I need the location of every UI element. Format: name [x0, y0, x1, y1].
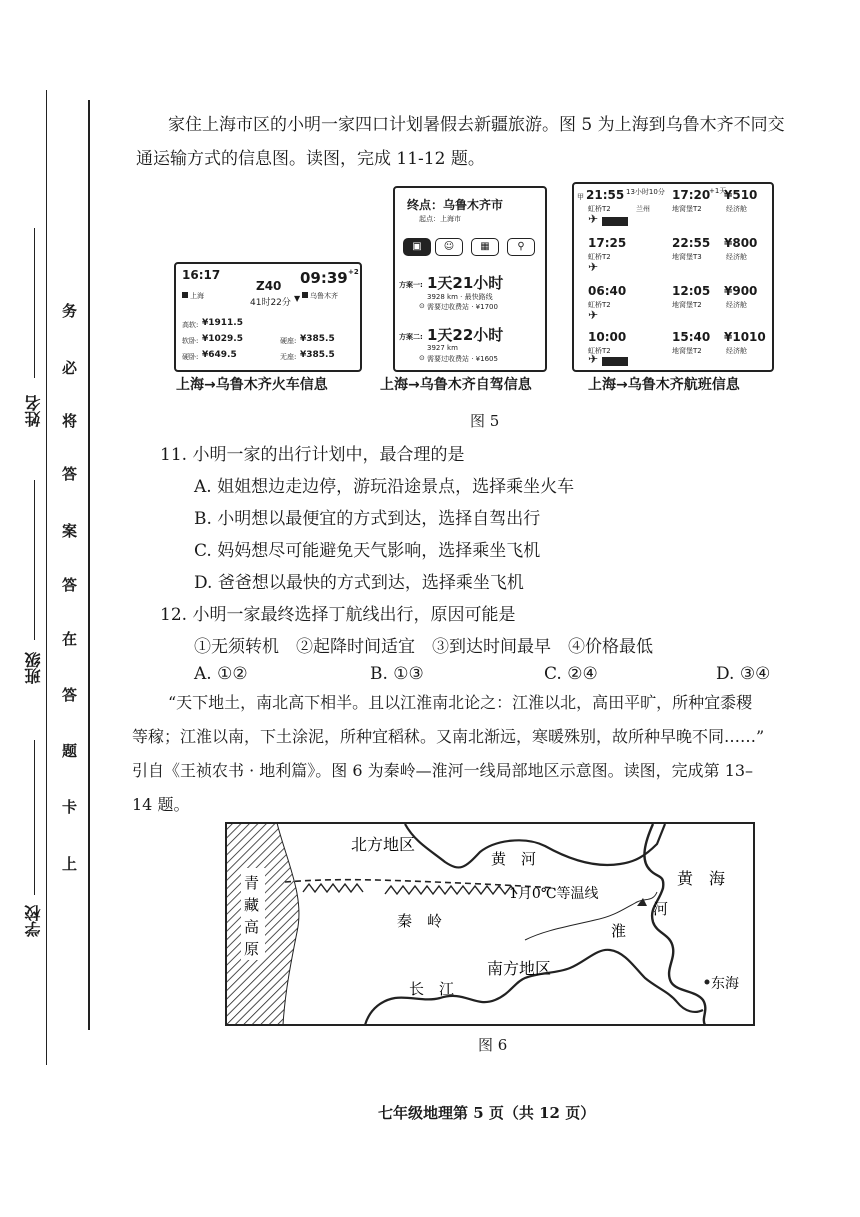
- notice-char: 在: [62, 630, 78, 648]
- intro-q11-12: [136, 108, 848, 176]
- train-from: 上海: [190, 292, 204, 300]
- train-arrive-day: +2: [348, 268, 359, 276]
- q12-option-a[interactable]: A. ①②: [194, 664, 248, 684]
- train-number: Z40: [256, 279, 282, 293]
- airplane-icon: ✈: [588, 260, 599, 274]
- figure-6-caption: 图 6: [478, 1036, 508, 1054]
- airplane-icon: ✈: [588, 308, 599, 322]
- school-field-line[interactable]: [34, 740, 35, 895]
- bike-icon[interactable]: ⚲: [507, 238, 535, 256]
- seat-label: 高软:: [182, 321, 199, 329]
- page-footer: 七年级地理第 5 页（共 12 页）: [378, 1104, 596, 1122]
- airline-logo: [602, 217, 628, 226]
- flight-dep-term: 虹桥T2: [588, 253, 611, 261]
- flight-cabin: 经济舱: [726, 253, 747, 261]
- plan-time: 1天22小时: [427, 326, 504, 344]
- seat-price: ¥385.5: [300, 334, 335, 344]
- q12-stem: 12. 小明一家最终选择丁航线出行，原因可能是: [160, 605, 516, 625]
- plateau-char: 青: [244, 874, 260, 892]
- notice-char: 题: [62, 742, 78, 760]
- seat-label: 硬座:: [280, 337, 297, 345]
- plateau-char: 高: [244, 918, 260, 936]
- seat-price: ¥649.5: [202, 350, 237, 360]
- q11-stem: 11. 小明一家的出行计划中，最合理的是: [160, 445, 465, 465]
- plan-label: 方案二:: [399, 333, 423, 341]
- seat-label: 硬卧:: [182, 353, 199, 361]
- q12-option-d[interactable]: D. ③④: [716, 664, 771, 684]
- flight-dep: 06:40: [588, 284, 627, 298]
- flight-stop: 兰州: [636, 205, 650, 213]
- q11-option-d[interactable]: D. 爸爸想以最快的方式到达，选择乘坐飞机: [194, 573, 524, 593]
- intro-line: 14 题。: [132, 795, 190, 814]
- name-label: 姓名: [24, 395, 43, 427]
- bus-icon[interactable]: ▦: [471, 238, 499, 256]
- seat-price: ¥1911.5: [202, 318, 243, 328]
- q12-option-b[interactable]: B. ①③: [370, 664, 424, 684]
- notice-char: 必: [62, 359, 78, 377]
- chevron-down-icon: ▼: [294, 294, 301, 303]
- isotherm-label: 1月0℃等温线: [509, 886, 599, 902]
- plateau-char: 藏: [244, 896, 260, 914]
- flight-note: 13小时10分: [626, 188, 665, 196]
- drive-info-panel: [393, 186, 547, 372]
- q12-option-c[interactable]: C. ②④: [544, 664, 598, 684]
- intro-line: 家住上海市区的小明一家四口计划暑假去新疆旅游。图 5 为上海到乌鲁木齐不同交: [168, 115, 785, 135]
- notice-char: 答: [62, 465, 78, 483]
- flight-dep: 21:55: [586, 188, 625, 202]
- flight-arr: 15:40: [672, 330, 711, 344]
- train-duration: 41时22分: [250, 298, 291, 308]
- flight-cabin: 经济舱: [726, 347, 747, 355]
- yangtze-label: 长 江: [409, 980, 455, 998]
- margin-border-inner: [88, 100, 90, 1030]
- train-to: 乌鲁木齐: [310, 292, 338, 300]
- seat-price: ¥385.5: [300, 350, 335, 360]
- seat-price: ¥1029.5: [202, 334, 243, 344]
- q11-option-a[interactable]: A. 姐姐想边走边停，游玩沿途景点，选择乘坐火车: [194, 477, 575, 497]
- intro-line: 引自《王祯农书 · 地利篇》。图 6 为秦岭—淮河一线局部地区示意图。读图，完成第 13–: [132, 761, 754, 780]
- figure-5-caption: 图 5: [470, 412, 500, 430]
- flight-price: ¥900: [724, 284, 758, 298]
- flight-dep-term: 虹桥T2: [588, 301, 611, 309]
- school-label: 学校: [24, 905, 43, 937]
- train-caption: 上海→乌鲁木齐火车信息: [176, 377, 328, 393]
- qinling-label: 秦 岭: [397, 912, 443, 930]
- class-label: 班级: [24, 652, 43, 684]
- flight-info-panel: [572, 182, 774, 372]
- flight-marker: 甲: [577, 193, 584, 201]
- toll-icon: ⊙: [419, 302, 425, 310]
- train-depart-time: 16:17: [182, 268, 221, 282]
- flight-dep-term: 虹桥T2: [588, 347, 611, 355]
- train-info-panel: [174, 262, 362, 372]
- walk-icon[interactable]: ☺: [435, 238, 463, 256]
- notice-char: 答: [62, 576, 78, 594]
- notice-char: 务: [62, 302, 78, 320]
- flight-cabin: 经济舱: [726, 301, 747, 309]
- airplane-icon: ✈: [588, 212, 599, 226]
- drive-caption: 上海→乌鲁木齐自驾信息: [380, 377, 532, 393]
- plateau-label: [241, 868, 265, 960]
- intro-q13-14: [132, 686, 832, 822]
- yellow-sea-label: 黄 海: [677, 869, 726, 888]
- flight-dep: 17:25: [588, 236, 627, 250]
- flight-dep: 10:00: [588, 330, 627, 344]
- flight-arr-term: 地窝堡T2: [672, 347, 702, 355]
- flight-price: ¥510: [724, 188, 758, 202]
- east-sea-label: 东海: [711, 976, 739, 992]
- flight-arr: 12:05: [672, 284, 711, 298]
- notice-char: 将: [62, 412, 78, 430]
- map-frame: [226, 823, 754, 1025]
- flight-arr-term: 地窝堡T2: [672, 301, 702, 309]
- drive-origin: 起点：上海市: [419, 215, 461, 223]
- name-field-line[interactable]: [34, 228, 35, 378]
- plan-time: 1天21小时: [427, 274, 504, 292]
- plan-detail: 3927 km: [427, 344, 458, 352]
- flight-price: ¥800: [724, 236, 758, 250]
- intro-line: 通运输方式的信息图。读图，完成 11-12 题。: [136, 149, 485, 169]
- huai-label-1: 河: [653, 900, 669, 918]
- airline-logo: [602, 357, 628, 366]
- intro-line: “天下地土，南北高下相半。且以江淮南北论之：江淮以北，高田平旷，所种宜黍稷: [168, 693, 753, 712]
- notice-char: 答: [62, 686, 78, 704]
- flight-arr: 17:20: [672, 188, 711, 202]
- east-sea-dot: [705, 980, 710, 985]
- plan-toll: 需要过收费站 · ¥1605: [427, 355, 498, 363]
- flight-dep-term: 虹桥T2: [588, 205, 611, 213]
- airplane-icon: ✈: [588, 352, 599, 366]
- flight-arr-term: 地窝堡T2: [672, 205, 702, 213]
- flight-arr-day: +1天: [709, 187, 727, 195]
- qinling-huaihe-map: [225, 822, 755, 1026]
- huai-label-2: 淮: [611, 922, 627, 940]
- seat-label: 无座:: [280, 353, 297, 361]
- q11-option-c[interactable]: C. 妈妈想尽可能避免天气影响，选择乘坐飞机: [194, 541, 541, 561]
- q11-option-b[interactable]: B. 小明想以最便宜的方式到达，选择自驾出行: [194, 509, 541, 529]
- station-icon: [302, 292, 308, 298]
- notice-char: 案: [62, 522, 78, 540]
- train-arrive-time: 09:39: [300, 269, 348, 287]
- flight-cabin: 经济舱: [726, 205, 747, 213]
- intro-line: 等稼；江淮以南，下土涂泥，所种宜稻秫。又南北渐远，寒暖殊别，故所种早晚不同……”: [132, 727, 765, 746]
- drive-destination: 终点：乌鲁木齐市: [407, 198, 504, 212]
- plan-toll: 需要过收费站 · ¥1700: [427, 303, 498, 311]
- plan-detail: 3928 km · 最快路线: [427, 293, 493, 301]
- seat-label: 软卧:: [182, 337, 199, 345]
- margin-border-outer: [46, 90, 47, 1065]
- north-region-label: 北方地区: [351, 835, 416, 854]
- yellow-river-label: 黄 河: [491, 850, 537, 868]
- toll-icon: ⊙: [419, 354, 425, 362]
- q12-statements: ①无须转机 ②起降时间适宜 ③到达时间最早 ④价格最低: [194, 637, 653, 657]
- plateau-char: 原: [244, 940, 260, 958]
- flight-arr-term: 地窝堡T3: [672, 253, 702, 261]
- flight-caption: 上海→乌鲁木齐航班信息: [588, 377, 740, 393]
- notice-char: 上: [62, 855, 78, 873]
- flight-arr: 22:55: [672, 236, 711, 250]
- notice-char: 卡: [62, 798, 78, 816]
- plan-label: 方案一:: [399, 281, 423, 289]
- class-field-line[interactable]: [34, 480, 35, 640]
- flight-price: ¥1010: [724, 330, 766, 344]
- south-region-label: 南方地区: [487, 959, 552, 978]
- station-icon: [182, 292, 188, 298]
- car-icon[interactable]: ▣: [403, 238, 431, 256]
